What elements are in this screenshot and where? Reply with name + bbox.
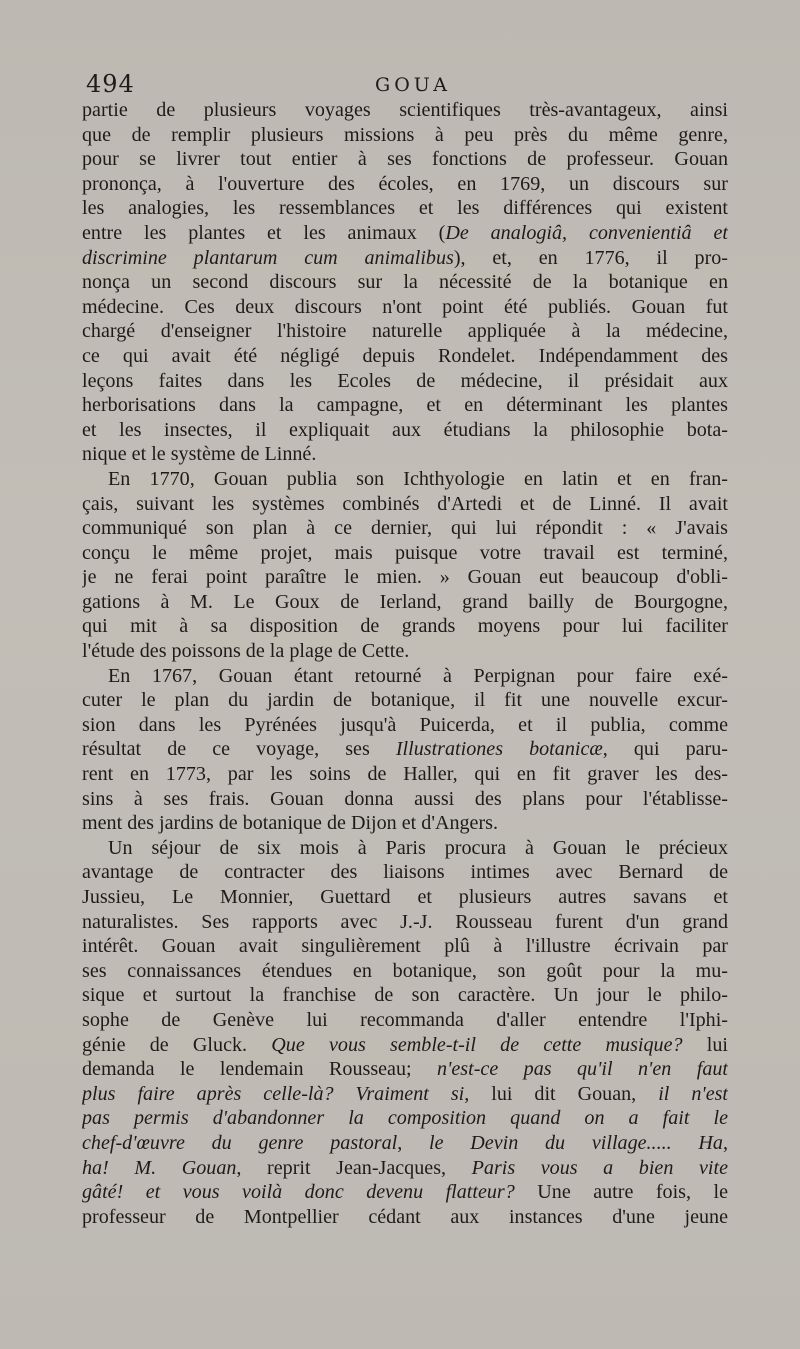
text-line: les analogies, les ressemblances et les différences qui existent xyxy=(82,197,728,220)
page-number: 494 xyxy=(86,70,135,98)
text-line: nonça un second discours sur la nécessité de la botanique en xyxy=(82,271,728,294)
text-line: pas permis d'abandonner la composition quand on a fait le xyxy=(82,1107,728,1130)
text-line: ment des jardins de botanique de Dijon et d'Angers. xyxy=(82,812,499,835)
text-line: chargé d'enseigner l'histoire naturelle appliquée à la médecine, xyxy=(82,320,728,343)
text-line: naturalistes. Ses rapports avec J.-J. Rousseau furent d'un grand xyxy=(82,910,728,933)
text-line: sion dans les Pyrénées jusqu'à Puicerda, et il publia, comme xyxy=(82,713,728,736)
text-line: En 1770, Gouan publia son Ichthyologie en latin et en fran- xyxy=(108,467,728,490)
text-line: résultat de ce voyage, ses Illustrationes botanicæ, qui paru- xyxy=(82,738,728,761)
text-line: entre les plantes et les animaux (De analogiâ, convenientiâ et xyxy=(82,221,728,244)
text-line: qui mit à sa disposition de grands moyens pour lui faciliter xyxy=(82,615,728,638)
text-line: cuter le plan du jardin de botanique, il fit une nouvelle excur- xyxy=(82,689,728,712)
text-line: Jussieu, Le Monnier, Guettard et plusieurs autres savans et xyxy=(82,886,728,908)
text-line: conçu le même projet, mais puisque votre travail est terminé, xyxy=(82,541,728,564)
text-line: communiqué son plan à ce dernier, qui lui répondit : « J'avais xyxy=(82,517,728,540)
text-line: çais, suivant les systèmes combinés d'Artedi et de Linné. Il avait xyxy=(82,492,728,515)
text-line: pour se livrer tout entier à ses fonctions de professeur. Gouan xyxy=(82,148,728,171)
text-line: prononça, à l'ouverture des écoles, en 1769, un discours sur xyxy=(82,172,728,195)
text-line: ce qui avait été négligé depuis Rondelet. Indépendamment des xyxy=(82,344,728,367)
text-line: nique et le système de Linné. xyxy=(82,443,317,466)
text-line: plus faire après celle-là? Vraiment si, lui dit Gouan, il n'est xyxy=(82,1082,728,1105)
text-line: gations à M. Le Goux de Ierland, grand bailly de Bourgogne, xyxy=(82,590,728,613)
text-line: rent en 1773, par les soins de Haller, qui en fit graver les des- xyxy=(82,763,728,786)
text-line: partie de plusieurs voyages scientifiques très-avantageux, ainsi xyxy=(82,99,728,121)
text-line: demanda le lendemain Rousseau; n'est-ce pas qu'il n'en faut xyxy=(82,1058,728,1081)
text-line: gâté! et vous voilà donc devenu flatteur? Une autre fois, le xyxy=(82,1181,728,1204)
text-line: je ne ferai point paraître le mien. » Gouan eut beaucoup d'obli- xyxy=(82,566,728,589)
text-line: ha! M. Gouan, reprit Jean-Jacques, Paris vous a bien vite xyxy=(82,1156,728,1179)
text-line: Un séjour de six mois à Paris procura à Gouan le précieux xyxy=(108,836,728,859)
text-line: En 1767, Gouan étant retourné à Perpignan pour faire exé- xyxy=(108,664,728,687)
text-line: sique et surtout la franchise de son caractère. Un jour le philo- xyxy=(82,984,728,1007)
page-header xyxy=(86,70,740,100)
text-line: herborisations dans la campagne, et en déterminant les plantes xyxy=(82,394,728,417)
text-line: ses connaissances étendues en botanique, son goût pour la mu- xyxy=(82,959,728,982)
text-line: discrimine plantarum cum animalibus), et, en 1776, il pro- xyxy=(82,246,728,269)
running-head: GOUA xyxy=(375,74,451,96)
text-line: médecine. Ces deux discours n'ont point été publiés. Gouan fut xyxy=(82,295,728,318)
text-line: sins à ses frais. Gouan donna aussi des plans pour l'établisse- xyxy=(82,787,728,810)
text-line: intérêt. Gouan avait singulièrement plû à l'illustre écrivain par xyxy=(82,935,728,958)
text-line: avantage de contracter des liaisons intimes avec Bernard de xyxy=(82,861,728,884)
text-line: l'étude des poissons de la plage de Cette. xyxy=(82,640,410,663)
text-line: que de remplir plusieurs missions à peu près du même genre, xyxy=(82,123,728,146)
text-line: et les insectes, il expliquait aux étudians la philosophie bota- xyxy=(82,418,728,441)
text-line: chef-d'œuvre du genre pastoral, le Devin du village..... Ha, xyxy=(82,1131,728,1154)
text-line: professeur de Montpellier cédant aux instances d'une jeune xyxy=(82,1205,728,1228)
text-line: sophe de Genève lui recommanda d'aller entendre l'Iphi- xyxy=(82,1008,728,1031)
body-text xyxy=(82,98,728,1229)
text-line: leçons faites dans les Ecoles de médecine, il présidait aux xyxy=(82,369,728,392)
text-line: génie de Gluck. Que vous semble-t-il de cette musique? lui xyxy=(82,1033,728,1056)
